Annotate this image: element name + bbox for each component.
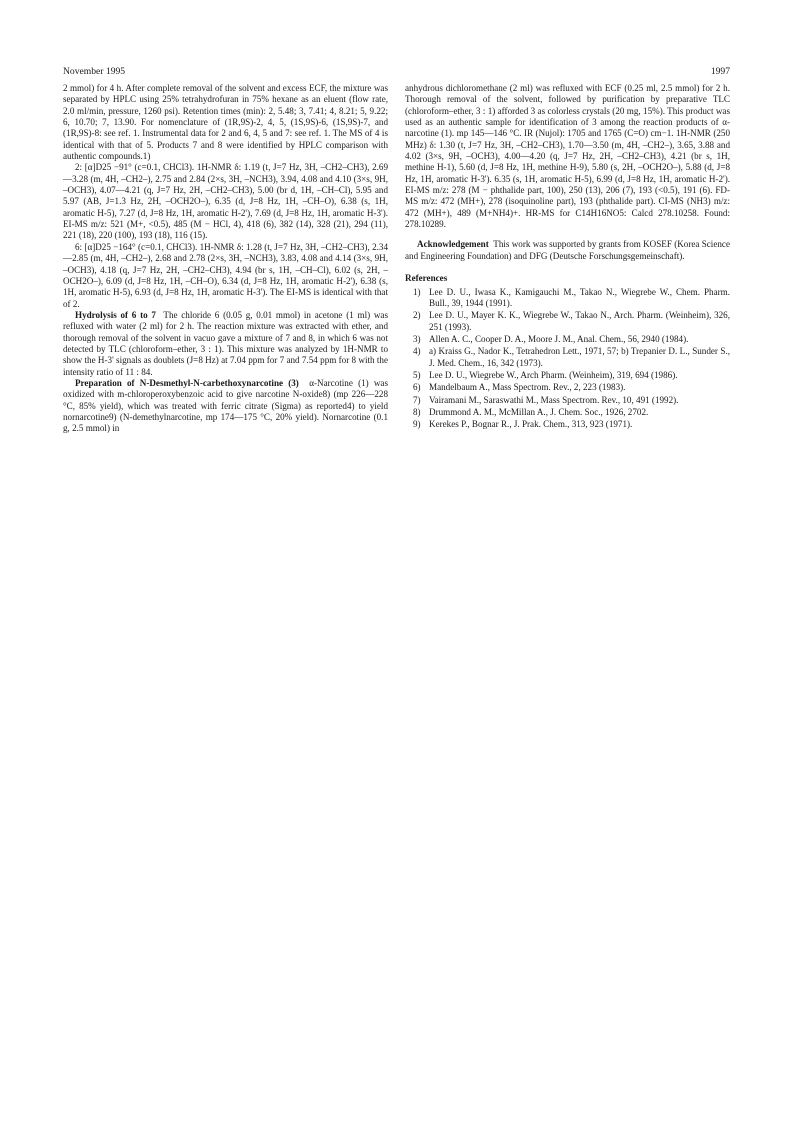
reference-number: 2) bbox=[413, 310, 421, 321]
reference-item bbox=[405, 346, 730, 369]
reference-item bbox=[405, 287, 730, 310]
reference-text: Drummond A. M., McMillan A., J. Chem. Soc., 1926, 2702. bbox=[429, 406, 649, 417]
preparation-continued: anhydrous dichloromethane (2 ml) was refluxed with ECF (0.25 ml, 2.5 mmol) for 2 h. Thorough removal of the solvent, followed by purification by preparative TLC (chloroform–ether, 3 : 1) afforded 3 as colorless crystals (20 mg, 15%). This product was used as an authentic sample for identification of 3 among the reaction products of α-narcotine (1). mp 145—146 °C. IR (Nujol): 1705 and 1765 (C=O) cm−1. 1H-NMR (250 MHz) δ: 1.30 (t, J=7 Hz, 3H, –CH2–CH3), 1.70—3.50 (m, 4H, –CH2–), 3.65, 3.88 and 4.02 (3×s, 9H, –OCH3), 4.00—4.20 (q, J=7 Hz, 2H, –CH2–CH3), 4.21 (br s, 1H, methine H-1), 5.60 (d, J=8 Hz, 1H, methine H-9), 5.80 (s, 2H, –OCH2O–), 5.88 (d, J=8 Hz, 1H, aromatic H-3'). 6.35 (s, 1H, aromatic H-5), 6.99 (d, J=8 Hz, 1H, aromatic H-2'). EI-MS m/z: 278 (M − phthalide part, 100), 250 (13), 206 (7), 193 (<0.5), 191 (6). FD-MS m/z: 472 (MH+), 278 (isoquinoline part), 193 (phthalide part). CI-MS (NH3) m/z: 472 (MH+), 489 (M+NH4)+. HR-MS for C14H16NO5: Calcd 278.10258. Found: 278.10289. bbox=[405, 83, 730, 230]
experimental-paragraph: 2 mmol) for 4 h. After complete removal of the solvent and excess ECF, the mixture was separated by HPLC using 25% tetrahydrofuran in 75% hexane as an eluent (flow rate, 2.0 ml/min, pressure, 1260 psi). Retention times (min): 2, 5.48; 3, 7.41; 4, 8.21; 5, 9.22; 6, 10.70; 7, 13.90. For nomenclature of (1R,9S)-2, 4, 5, (1S,9S)-6, (1S,9S)-7, and (1R,9S)-8: see ref. 1. Instrumental data for 2 and 6, 4, 5 and 7: see ref. 1. The MS of 4 is identical with that of 5. Products 7 and 8 were identified by HPLC comparison with authentic compounds.1) bbox=[63, 83, 388, 162]
left-column bbox=[63, 83, 388, 435]
reference-text: Lee D. U., Wiegrebe W., Arch Pharm. (Weinheim), 319, 694 (1986). bbox=[429, 369, 678, 380]
reference-item bbox=[405, 310, 730, 333]
preparation-text: α-Narcotine (1) was oxidized with m-chloroperoxybenzoic acid to give narcotine N-oxide8) (mp 226—228 °C, 85% yield), which was treated with ferric citrate (Sigma) as reported4) to yield nornarcotine9) (N-demethylnarcotine, mp 174—175 °C, 20% yield). Nornarcotine (0.1 g, 2.5 mmol) in bbox=[63, 377, 389, 434]
reference-text: Lee D. U., Mayer K. K., Wiegrebe W., Takao N., Arch. Pharm. (Weinheim), 326, 251 (1993). bbox=[429, 310, 730, 332]
reference-item bbox=[405, 334, 730, 345]
reference-text: Kerekes P., Bognar R., J. Prak. Chem., 313, 923 (1971). bbox=[429, 419, 633, 430]
reference-item bbox=[405, 407, 730, 418]
reference-number: 6) bbox=[413, 382, 421, 393]
reference-text: Lee D. U., Iwasa K., Kamigauchi M., Takao N., Wiegrebe W., Chem. Pharm. Bull., 39, 1944 (1991). bbox=[429, 286, 730, 308]
hydrolysis-text: The chloride 6 (0.05 g, 0.01 mmol) in acetone (1 ml) was refluxed with water (2 ml) for 2 h. The reaction mixture was extracted with ether, and thorough removal of the solvent in vacuo gave a mixture of 7 and 8, in which 6 was not detected by TLC (chloroform–ether, 3 : 1). This mixture was analyzed by 1H-NMR to show the H-3' signals as doublets (J=8 Hz) at 7.04 ppm for 7 and 7.54 ppm for 8 with the intensity ratio of 11 : 84. bbox=[63, 309, 388, 377]
page-header bbox=[63, 66, 730, 80]
acknowledgement-text: This work was supported by grants from KOSEF (Korea Science and Engineering Foundation) and DFG (Deutsche Forschungsgemeinschaft). bbox=[405, 239, 730, 261]
compound-6-data: 6: [α]D25 −164° (c=0.1, CHCl3). 1H-NMR δ: 1.28 (t, J=7 Hz, 3H, –CH2–CH3), 2.34—2.85 (m, 4H, –CH2–), 2.68 and 2.78 (2×s, 3H, –NCH3), 3.83, 4.08 and 4.14 (3×s, 9H, –OCH3), 4.18 (q, J=7 Hz, 2H, –CH2–CH3), 4.94 (br s, 1H, –CH–Cl), 6.02 (s, 2H, –OCH2O–), 6.09 (d, J=8 Hz, 1H, –CH–O), 6.34 (d, J=8 Hz, 1H, aromatic H-2'), 6.38 (s, 1H, aromatic H-5), 6.93 (d, J=8 Hz, 1H, aromatic H-3'). The EI-MS is identical with that of 2. bbox=[63, 241, 388, 309]
issue-date: November 1995 bbox=[63, 66, 126, 77]
reference-text: a) Kraiss G., Nador K., Tetrahedron Lett., 1971, 57; b) Trepanier D. L., Sunder S., J. Med. Chem., 16, 342 (1973). bbox=[429, 346, 730, 368]
reference-number: 8) bbox=[413, 406, 421, 417]
compound-2-data: 2: [α]D25 −91° (c=0.1, CHCl3). 1H-NMR δ: 1.19 (t, J=7 Hz, 3H, –CH2–CH3), 2.69—3.28 (m, 4H, –CH2–), 2.75 and 2.84 (2×s, 3H, –NCH3), 3.94, 4.08 and 4.10 (3×s, 9H, –OCH3), 4.07—4.21 (q, J=7 Hz, 2H, –CH2–CH3), 5.00 (br d, 1H, –CH–Cl), 5.95 and 5.97 (AB, J=1.3 Hz, 2H, –OCH2O–), 6.35 (d, J=8 Hz, 1H, –CH–O), 6.38 (s, 1H, aromatic H-5), 7.27 (d, J=8 Hz, 1H, aromatic H-2'), 7.69 (d, J=8 Hz, 1H, aromatic H-3'). EI-MS m/z: 521 (M+, <0.5), 485 (M − HCl, 4), 418 (6), 382 (14), 328 (21), 294 (11), 221 (18), 220 (100), 193 (18), 116 (15). bbox=[63, 162, 388, 241]
reference-number: 7) bbox=[413, 394, 421, 405]
reference-number: 5) bbox=[413, 369, 421, 380]
hydrolysis-heading: Hydrolysis of 6 to 7 bbox=[75, 309, 156, 320]
reference-list bbox=[405, 287, 730, 431]
reference-item bbox=[405, 395, 730, 406]
reference-number: 1) bbox=[413, 286, 421, 297]
page-number: 1997 bbox=[710, 66, 730, 77]
reference-item bbox=[405, 419, 730, 430]
reference-number: 3) bbox=[413, 333, 421, 344]
references-heading: References bbox=[405, 273, 448, 284]
reference-item bbox=[405, 370, 730, 381]
acknowledgement-heading: Acknowledgement bbox=[417, 239, 489, 250]
reference-number: 4) bbox=[413, 346, 421, 357]
reference-text: Mandelbaum A., Mass Spectrom. Rev., 2, 223 (1983). bbox=[429, 382, 626, 393]
reference-item bbox=[405, 382, 730, 393]
right-column bbox=[405, 83, 730, 431]
preparation-heading: Preparation of N-Desmethyl-N-carbethoxynarcotine (3) bbox=[75, 377, 299, 388]
reference-number: 9) bbox=[413, 419, 421, 430]
hydrolysis-section bbox=[63, 310, 388, 378]
reference-text: Allen A. C., Cooper D. A., Moore J. M., Anal. Chem., 56, 2940 (1984). bbox=[429, 333, 689, 344]
reference-text: Vairamani M., Saraswathi M., Mass Spectrom. Rev., 10, 491 (1992). bbox=[429, 394, 679, 405]
acknowledgement-section bbox=[405, 239, 730, 262]
preparation-section bbox=[63, 378, 388, 435]
